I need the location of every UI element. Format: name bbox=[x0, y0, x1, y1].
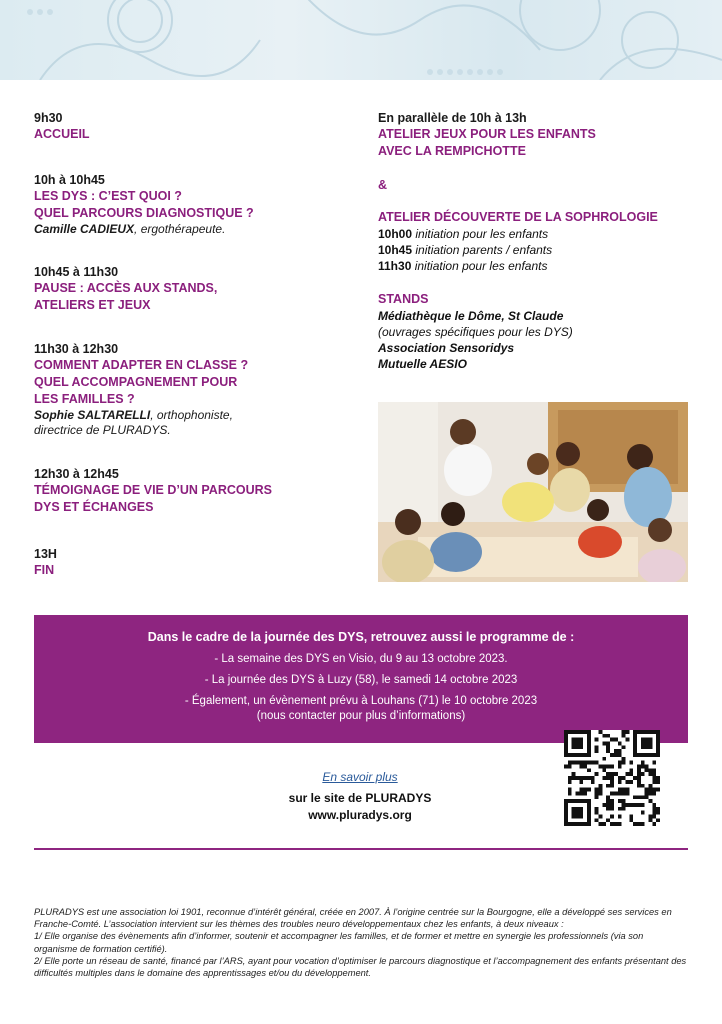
qr-code[interactable] bbox=[564, 730, 660, 826]
promo-item: - La journée des DYS à Luzy (58), le samedi 14 octobre 2023 bbox=[204, 674, 518, 686]
schedule-item bbox=[34, 546, 344, 579]
speaker-name: Camille CADIEUX bbox=[34, 222, 135, 236]
schedule-title: LES DYS : C’EST QUOI ? bbox=[34, 189, 182, 203]
site-url[interactable]: www.pluradys.org bbox=[308, 808, 412, 822]
schedule-item bbox=[34, 110, 344, 143]
ampersand: & bbox=[378, 178, 388, 192]
sophro-session bbox=[378, 258, 690, 274]
session-time: 10h45 bbox=[378, 243, 413, 257]
session-desc: initiation pour les enfants bbox=[414, 259, 548, 273]
stand-item: Mutuelle AESIO bbox=[378, 357, 467, 371]
stand-item: (ouvrages spécifiques pour les DYS) bbox=[378, 325, 573, 339]
schedule-title: DYS ET ÉCHANGES bbox=[34, 500, 154, 514]
schedule-title: ACCUEIL bbox=[34, 127, 90, 141]
schedule-item bbox=[34, 466, 344, 516]
schedule-title: QUEL PARCOURS DIAGNOSTIQUE ? bbox=[34, 206, 254, 220]
speaker-line bbox=[34, 408, 344, 423]
header-banner bbox=[0, 0, 722, 80]
more-info-link[interactable]: En savoir plus bbox=[322, 770, 398, 784]
decorative-pattern bbox=[0, 0, 722, 80]
schedule-title: FIN bbox=[34, 563, 55, 577]
association-description bbox=[34, 906, 688, 979]
schedule-time: 9h30 bbox=[34, 111, 63, 125]
program-promo-box bbox=[34, 615, 688, 743]
session-desc: initiation pour les enfants bbox=[415, 227, 549, 241]
footer-paragraph: 1/ Elle organise des évènements afin d’informer, soutenir et accompagner les familles, et de former et mettre en synergie les professionnels (via son organisme de formation certifié). bbox=[34, 931, 644, 954]
stand-item: Association Sensoridys bbox=[378, 341, 515, 355]
session-time: 11h30 bbox=[378, 259, 412, 273]
speaker-role: , ergothérapeute. bbox=[134, 222, 226, 236]
divider bbox=[34, 848, 688, 850]
schedule-title: QUEL ACCOMPAGNEMENT POUR bbox=[34, 375, 238, 389]
speaker-role-line: directrice de PLURADYS. bbox=[34, 423, 171, 437]
program-right-column bbox=[378, 110, 690, 372]
program-left-column bbox=[34, 110, 344, 579]
schedule-time: 10h à 10h45 bbox=[34, 173, 105, 187]
footer-paragraph: 2/ Elle porte un réseau de santé, financé par l’ARS, ayant pour vocation d’optimiser le parcours diagnostique et l’accompagnement des enfants présentant des difficultés multiples dans le domaine des apprentissages et/ou du développement. bbox=[34, 955, 687, 979]
speaker-name: Sophie SALTARELLI bbox=[34, 408, 151, 422]
schedule-time: 12h30 à 12h45 bbox=[34, 467, 119, 481]
more-info bbox=[240, 770, 480, 824]
parallel-time: En parallèle de 10h à 13h bbox=[378, 111, 527, 125]
stand-item: Médiathèque le Dôme, St Claude bbox=[378, 309, 564, 323]
schedule-item bbox=[34, 341, 344, 438]
sophro-session bbox=[378, 226, 690, 242]
schedule-time: 13H bbox=[34, 547, 57, 561]
schedule-title: PAUSE : ACCÈS AUX STANDS, bbox=[34, 281, 218, 295]
site-line: sur le site de PLURADYS bbox=[288, 791, 432, 805]
atelier-jeux-title: AVEC LA REMPICHOTTE bbox=[378, 144, 526, 158]
sophro-session bbox=[378, 242, 690, 258]
children-activity-photo bbox=[378, 402, 688, 582]
session-desc: initiation parents / enfants bbox=[415, 243, 553, 257]
promo-item: - Également, un évènement prévu à Louhans (71) le 10 octobre 2023 bbox=[184, 695, 538, 707]
stands-title: STANDS bbox=[378, 292, 429, 306]
footer-paragraph: PLURADYS est une association loi 1901, reconnue d’intérêt général, créée en 2007. À l’origine centrée sur la Bourgogne, elle a développé ses services en Franche-Comté. L’association intervient sur les thèmes des troubles neuro développementaux chez les enfants, à deux niveaux : bbox=[34, 907, 672, 930]
schedule-title: LES FAMILLES ? bbox=[34, 392, 135, 406]
session-time: 10h00 bbox=[378, 227, 413, 241]
promo-item: - La semaine des DYS en Visio, du 9 au 13 octobre 2023. bbox=[214, 653, 508, 665]
speaker-role: , orthophoniste, bbox=[150, 408, 233, 422]
promo-item: (nous contacter pour plus d’informations) bbox=[256, 710, 466, 722]
schedule-time: 10h45 à 11h30 bbox=[34, 265, 119, 279]
sophro-title: ATELIER DÉCOUVERTE DE LA SOPHROLOGIE bbox=[378, 210, 658, 224]
schedule-item bbox=[34, 264, 344, 314]
atelier-jeux-title: ATELIER JEUX POUR LES ENFANTS bbox=[378, 127, 596, 141]
schedule-title: TÉMOIGNAGE DE VIE D’UN PARCOURS bbox=[34, 483, 272, 497]
schedule-title: COMMENT ADAPTER EN CLASSE ? bbox=[34, 358, 249, 372]
schedule-title: ATELIERS ET JEUX bbox=[34, 298, 151, 312]
schedule-time: 11h30 à 12h30 bbox=[34, 342, 119, 356]
speaker-line bbox=[34, 222, 344, 237]
schedule-item bbox=[34, 172, 344, 237]
promo-title: Dans le cadre de la journée des DYS, retrouvez aussi le programme de : bbox=[147, 630, 575, 644]
